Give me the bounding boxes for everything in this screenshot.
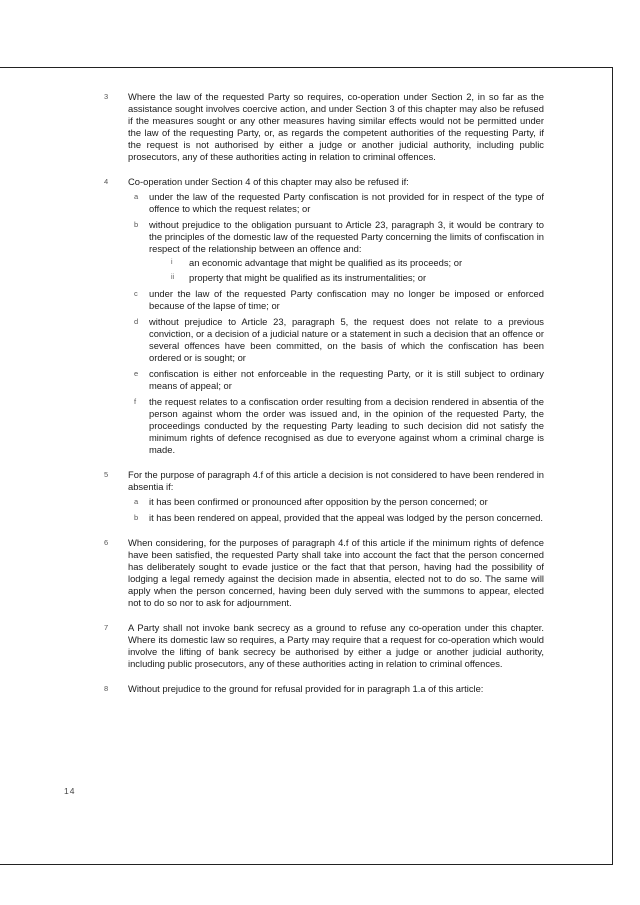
sub-item bbox=[167, 257, 544, 269]
paragraph-3 bbox=[104, 91, 544, 163]
list-item bbox=[128, 288, 544, 312]
paragraph-number: 7 bbox=[104, 623, 109, 632]
paragraph-5 bbox=[104, 469, 544, 524]
paragraph-text: When considering, for the purposes of paragraph 4.f of this article if the minimum rights of defence have been satisfied, the requested Party shall take into account the fact that the person concerned has deliberately sought to evade justice or the fact that that person, having had the possibility of lodging a legal remedy against the decision made in absentia, elected not to do so. The same will apply when the person concerned, having been duly served with the summons to appear, elected not to do so nor to ask for adjournment. bbox=[128, 537, 544, 608]
paragraph-number: 3 bbox=[104, 92, 109, 101]
item-text: it has been confirmed or pronounced after opposition by the person concerned; or bbox=[149, 496, 488, 507]
paragraph-6 bbox=[104, 537, 544, 609]
list-item bbox=[128, 512, 544, 524]
item-text: it has been rendered on appeal, provided that the appeal was lodged by the person concerned. bbox=[149, 512, 544, 523]
paragraph-number: 8 bbox=[104, 684, 109, 693]
item-text: the request relates to a confiscation order resulting from a decision rendered in absentia of the person against whom the order was issued and, in the opinion of the requested Party, the proceedings conducted by the requesting Party leading to such decision did not satisfy the minimum rights of defence recognised as due to everyone against whom a criminal charge is made. bbox=[149, 396, 544, 455]
list-item bbox=[128, 396, 544, 456]
list-item bbox=[128, 368, 544, 392]
sub-item-text: an economic advantage that might be qualified as its proceeds; or bbox=[189, 257, 463, 268]
sub-item-label: ii bbox=[171, 274, 175, 281]
paragraph-8 bbox=[104, 683, 544, 695]
paragraph-text: Without prejudice to the ground for refusal provided for in paragraph 1.a of this article: bbox=[128, 683, 484, 694]
paragraph-number: 6 bbox=[104, 538, 109, 547]
item-text: under the law of the requested Party confiscation may no longer be imposed or enforced because of the lapse of time; or bbox=[149, 288, 544, 311]
item-text: without prejudice to the obligation pursuant to Article 23, paragraph 3, it would be contrary to the principles of the domestic law of the requested Party concerning the limits of confiscation in respect of the relationship between an offence and: bbox=[149, 219, 544, 254]
item-text: without prejudice to Article 23, paragraph 5, the request does not relate to a previous conviction, or a decision of a judicial nature or a statement in such a decision that an offence or several offences have been committed, on the basis of which the confiscation has been ordered or is sought; or bbox=[149, 316, 544, 363]
paragraph-text: Where the law of the requested Party so requires, co-operation under Section 2, in so far as the assistance sought involves coercive action, and under Section 3 of this chapter may also be refused if the measures sought or any other measures having similar effects would not be permitted under the law of the requesting Party, or, as regards the competent authorities of the requesting Party, if the request is not authorised by either a judge or another judicial authority, including public prosecutors, any of these authorities acting in relation to criminal offences. bbox=[128, 91, 544, 162]
item-label: a bbox=[134, 192, 139, 201]
sub-item-text: property that might be qualified as its instrumentalities; or bbox=[189, 272, 427, 283]
item-label: d bbox=[134, 317, 139, 326]
bottom-rule bbox=[0, 864, 612, 865]
paragraph-number: 5 bbox=[104, 470, 109, 479]
paragraph-number: 4 bbox=[104, 177, 109, 186]
item-label: e bbox=[134, 369, 139, 378]
item-label: b bbox=[134, 513, 139, 522]
page-number: 14 bbox=[64, 786, 76, 796]
paragraph-lead: Co-operation under Section 4 of this chapter may also be refused if: bbox=[128, 176, 409, 187]
paragraph-4 bbox=[104, 176, 544, 456]
item-label: f bbox=[134, 397, 137, 406]
paragraph-text: A Party shall not invoke bank secrecy as a ground to refuse any co-operation under this chapter. Where its domestic law so requires, a Party may require that a request for co-operation which would involve the lifting of bank secrecy be authorised by either a judge or another judicial authority, including public prosecutors, any of these authorities acting in relation to criminal offences. bbox=[128, 622, 544, 669]
page-body bbox=[104, 91, 544, 708]
sub-item-label: i bbox=[171, 259, 173, 266]
list-item bbox=[128, 219, 544, 284]
item-label: c bbox=[134, 289, 138, 298]
sub-item bbox=[167, 272, 544, 284]
top-rule bbox=[0, 67, 612, 68]
list-item bbox=[128, 496, 544, 508]
list-item bbox=[128, 316, 544, 364]
item-label: a bbox=[134, 497, 139, 506]
list-item bbox=[128, 191, 544, 215]
item-text: confiscation is either not enforceable in the requesting Party, or it is still subject to ordinary means of appeal; or bbox=[149, 368, 544, 391]
item-label: b bbox=[134, 220, 139, 229]
right-margin-rule bbox=[612, 67, 613, 865]
paragraph-lead: For the purpose of paragraph 4.f of this article a decision is not considered to have been rendered in absentia if: bbox=[128, 469, 544, 492]
paragraph-7 bbox=[104, 622, 544, 670]
item-text: under the law of the requested Party confiscation is not provided for in respect of the type of offence to which the request relates; or bbox=[149, 191, 544, 214]
